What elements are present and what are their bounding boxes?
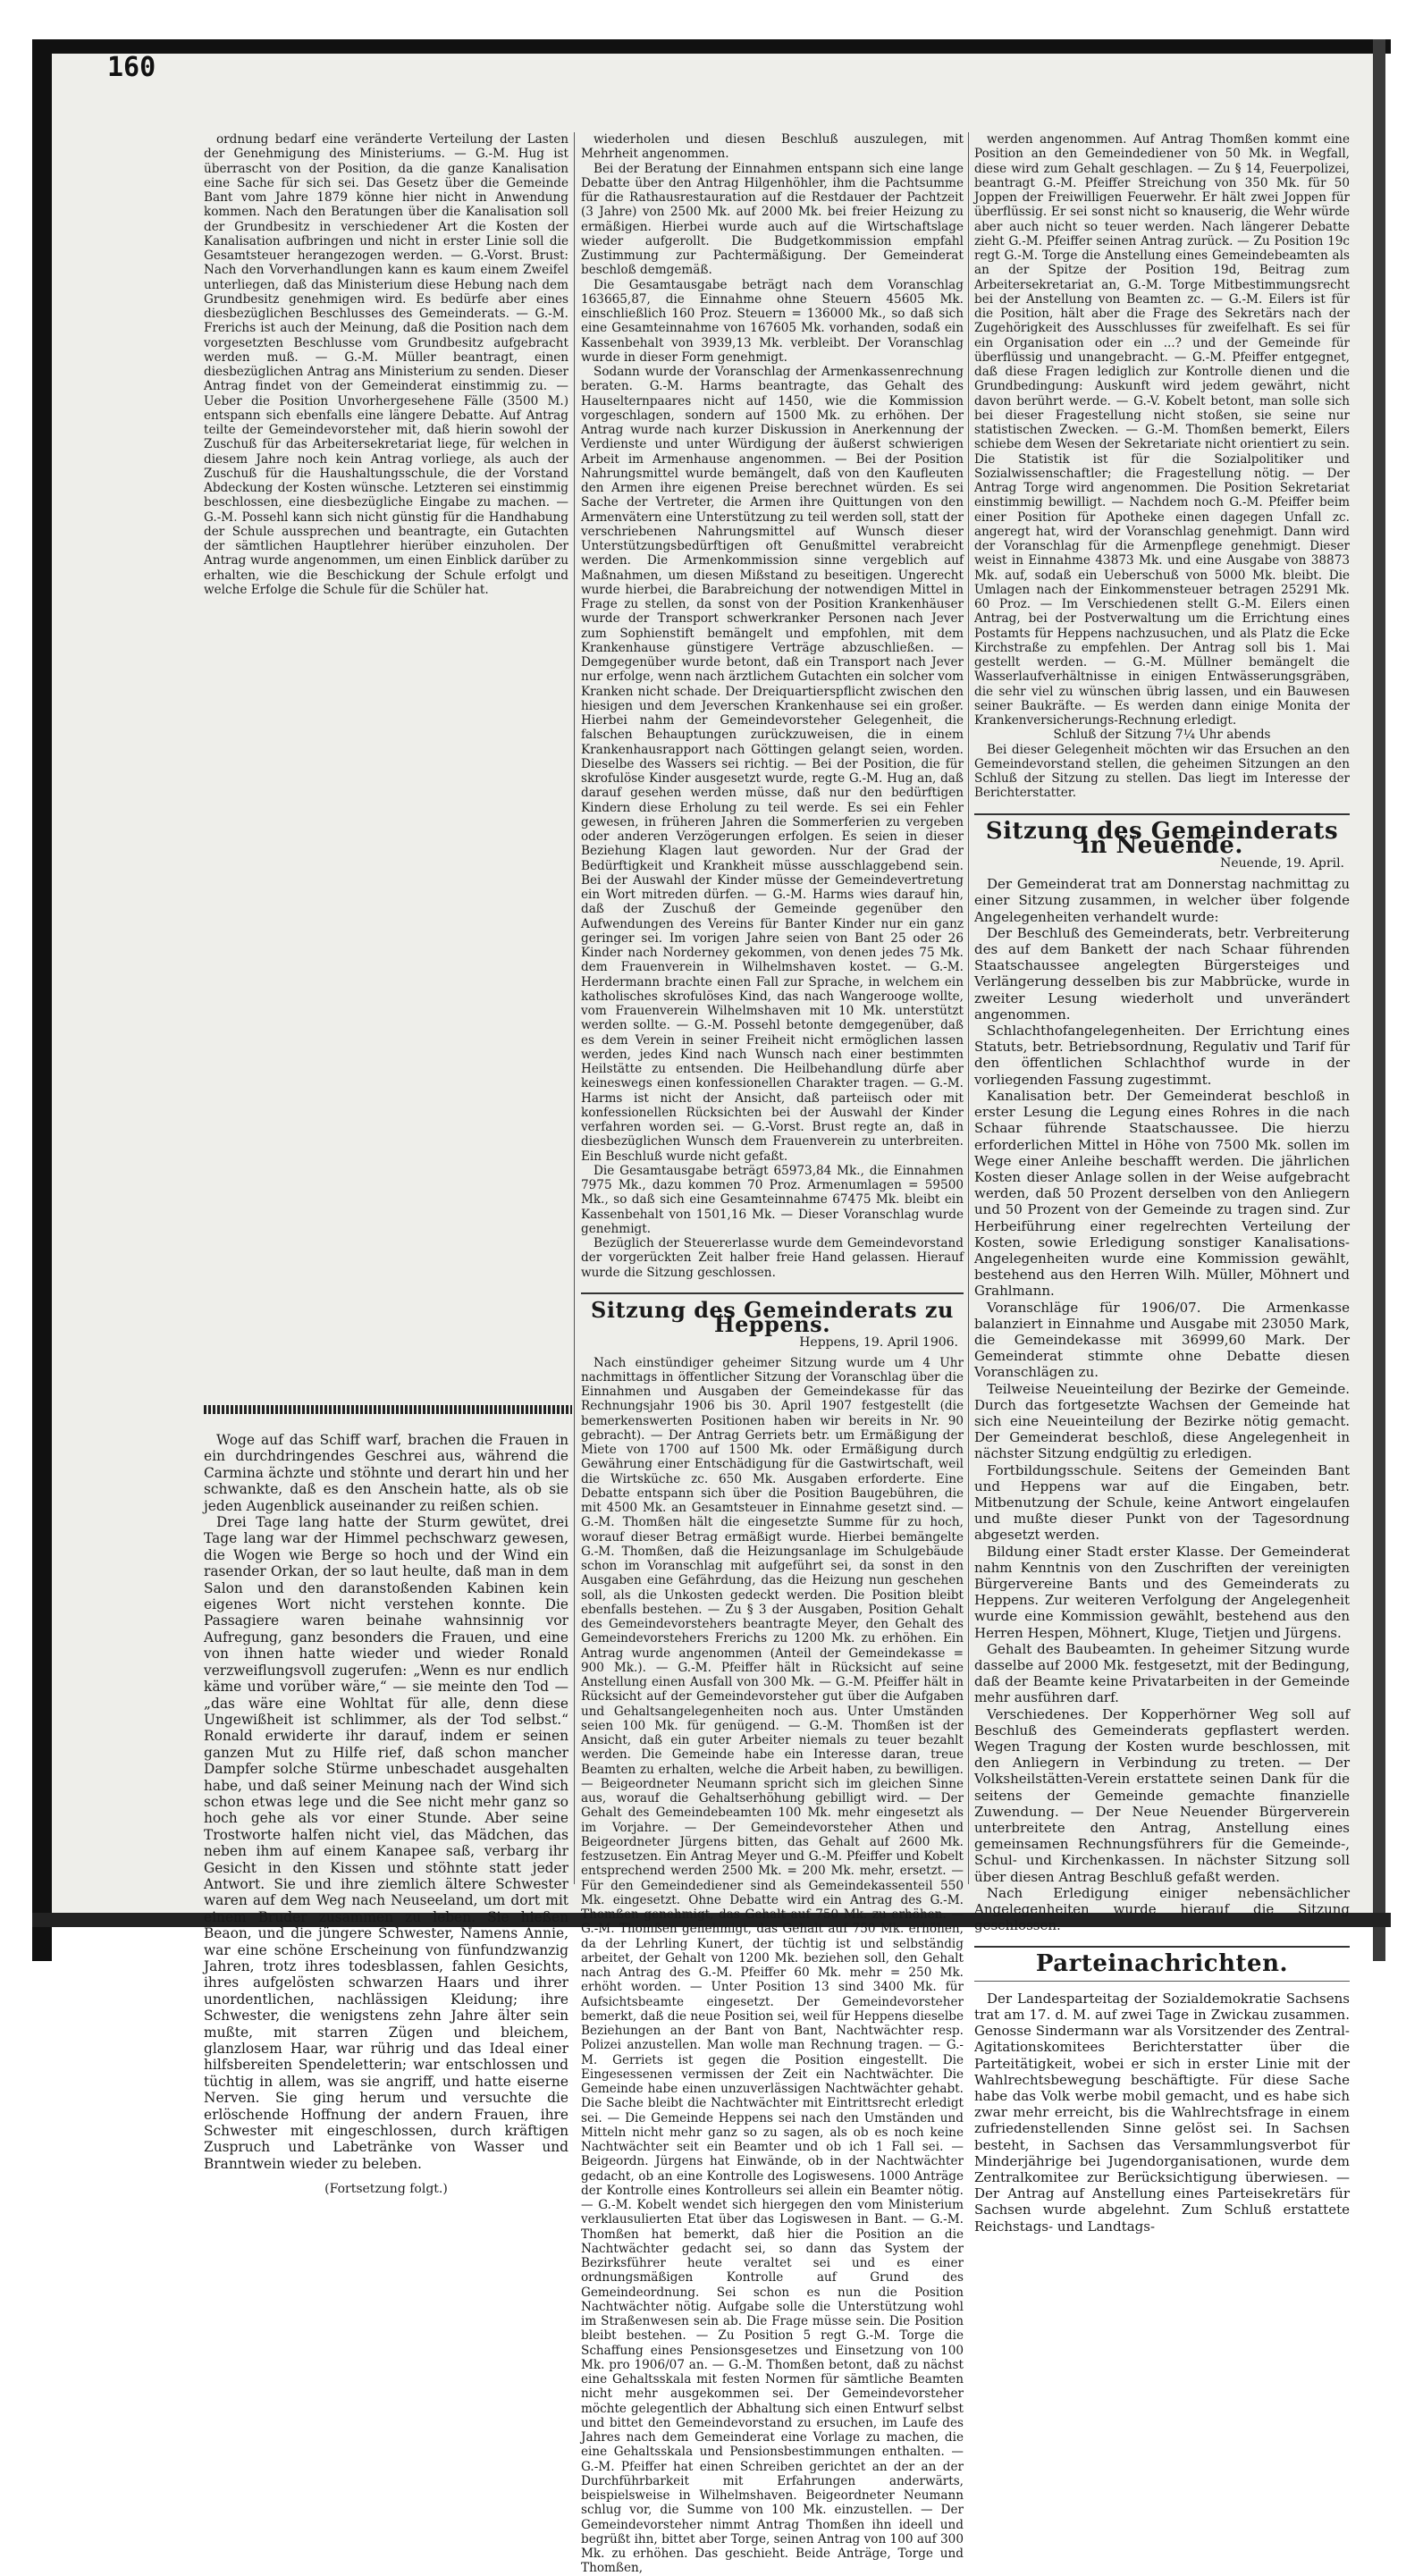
report-paragraph: ordnung bedarf eine veränderte Verteilung der Lasten der Genehmigung des Ministeriums. — G.-M. Hug ist überrascht von der Position, da die ganze Kanalisation eine Sache für sich sei. Das Gesetz über die Gemeinde Bant vom Jahre 1879 könne hier nicht in Anwendung kommen. Nach den Beratungen über die Kanalisation soll der Grundbesitz in verschiedener Art die Kosten der Kanalisation aufbringen und nicht in erster Linie soll die Gesamtsteuer herangezogen werden. — G.-Vorst. Brust: Nach den Vorverhandlungen kann es kaum einem Zweifel unterliegen, daß das Ministerium diese Hebung nach dem Grundbesitz genehmigen wird. Es bedürfe aber eines diesbezüglichen Beschlusses des Gemeinderats. — G.-M. Frerichs ist auch der Meinung, daß die Position nach dem vorgesetzten Beschlusse vom Grundbesitz aufgebracht werden muß. — G.-M. Müller beantragt, einen diesbezüglichen Antrag ans Ministerium zu senden. Dieser Antrag findet von der Gemeinderat einstimmig zu. — Ueber die Position Unvorhergesehene Fälle (3500 M.) entspann sich ebenfalls eine längere Debatte. Auf Antrag teilte der Gemeindevorsteher mit, daß hierin sowohl der Zuschuß für das Arbeitersekretariat liege, für welchen in diesem Jahre noch kein Antrag vorliege, als auch der Zuschuß für die Haushaltungsschule, die der Vorstand Abdeckung der Kosten wünsche. Letzteren sei einstimmig beschlossen, eine diesbezügliche Eingabe zu machen. — G.-M. Possehl kann sich nicht günstig für die Handhabung der Schule aussprechen und beantragte, ein Gutachten der sämtlichen Hauptlehrer hierüber einzuholen. Der Antrag wurde angenommen, um einen Einblick darüber zu erhalten, wie die Beschickung der Schule erfolgt und welche Erfolge die Schule für die Schüler hat. bbox=[204, 132, 568, 597]
report-paragraph: Fortbildungsschule. Seitens der Gemeinden Bant und Heppens war auf die Eingaben, betr. Mitbenutzung der Schule, keine Antwort eingelaufen und mußte dieser Punkt von der Tagesordnung abgesetzt werden. bbox=[974, 1461, 1350, 1544]
section-heading-neuende: Sitzung des Gemeinderats in Neuende. bbox=[985, 817, 1339, 859]
report-paragraph: Teilweise Neueinteilung der Bezirke der Gemeinde. Durch das fortgesetzte Wachsen der Gemeinde hat sich eine Neueinteilung der Bezirke nötig gemacht. Der Gemeinderat beschloß, diese Angelegenheit in nächster Sitzung endgültig zu erledigen. bbox=[974, 1380, 1350, 1462]
section-heading-heppens: Sitzung des Gemeinderats zu Heppens. bbox=[591, 1296, 954, 1337]
report-paragraph: Die Gesamtausgabe beträgt nach dem Voranschlag 163665,87, die Einnahme ohne Steuern 45605 Mk. einschließlich 160 Proz. Steuern = 136000 Mk., so daß sich eine Gesamteinnahme von 167605 Mk. vorhanden, sodaß ein Kassenbehalt von 3939,13 Mk. verbleibt. Der Voranschlag wurde in dieser Form genehmigt. bbox=[581, 277, 964, 365]
column-divider-2 bbox=[968, 132, 969, 1884]
report-paragraph: Der Gemeinderat trat am Donnerstag nachmittag zu einer Sitzung zusammen, in welcher über folgende Angelegenheiten verhandelt wurde: bbox=[974, 876, 1350, 925]
column-1-feuilleton bbox=[204, 1432, 568, 2197]
column-1-report bbox=[204, 132, 568, 1402]
section-heading-party-news: Parteinachrichten. bbox=[1035, 1950, 1289, 1978]
column-3 bbox=[974, 132, 1350, 2235]
report-paragraph: Bei dieser Gelegenheit möchten wir das Ersuchen an den Gemeindevorstand stellen, die geheimen Sitzungen an den Schluß der Sitzung zu stellen. Das liegt im Interesse der Berichterstatter. bbox=[974, 742, 1350, 801]
report-paragraph: Die Gesamtausgabe beträgt 65973,84 Mk., die Einnahmen 7975 Mk., dazu kommen 70 Proz. Armenumlagen = 59500 Mk., so daß sich eine Gesamteinnahme 67475 Mk. bleibt ein Kassenbehalt von 1501,16 Mk. — Dieser Voranschlag wurde genehmigt. bbox=[581, 1163, 964, 1236]
report-paragraph: Nach einstündiger geheimer Sitzung wurde um 4 Uhr nachmittags in öffentlicher Sitzung der Voranschlag über die Einnahmen und Ausgaben der Gemeindekasse für das Rechnungsjahr 1906 bis 30. April 1907 festgestellt (die bemerkenswerten Positionen haben wir bereits in Nr. 90 gebracht). — Der Antrag Gerriets betr. um Ermäßigung der Miete von 1700 auf 1500 Mk. oder Ermäßigung durch Gewährung einer Entschädigung für die Gastwirtschaft, weil die Wirtsküche zc. 650 Mk. Ausgaben erforderte. Eine Debatte entspann sich über die Position Baugebühren, die mit 4500 Mk. an Gesamtsteuer in Einnahme gesetzt sind. — G.-M. Thomßen hält die eingesetzte Summe für zu hoch, worauf dieser Betrag ermäßigt wurde. Hierbei bemängelte G.-M. Thomßen, daß die Heizungsanlage im Schulgebäude schon im Voranschlag mit aufgeführt sei, da sonst in den Ausgaben eine Gefährdung, das die Heizung nun geschehen soll, als die Unkosten gedeckt werden. Die Position bleibt ebenfalls bestehen. — Zu § 3 der Ausgaben, Position Gehalt des Gemeindevorstehers beantragte Meyer, den Gehalt des Gemeindevorstehers Frerichs zu 1200 Mk. zu erhöhen. Ein Antrag wurde angenommen (Anteil der Gemeindekasse = 900 Mk.). — G.-M. Pfeiffer hält in Rücksicht auf seine Anstellung einen Ausfall von 300 Mk. — G.-M. Pfeiffer hält in Rücksicht auf der Gemeindevorsteher gut über die Aufgaben und Gehaltsangelegenheiten noch aus. Unter Umständen seien 100 Mk. für genügend. — G.-M. Thomßen ist der Ansicht, daß ein guter Arbeiter niemals zu teuer bezahlt werden. Die Gemeinde habe ein Interesse daran, treue Beamten zu erhalten, welche die Arbeit haben, zu bewilligen. — Beigeordneter Neumann spricht sich im gleichen Sinne aus, worauf die Gehaltserhöhung gebilligt wird. — Der Gehalt des Gemeindebeamten 100 Mk. mehr eingesetzt als im Vorjahre. — Der Gemeindevorsteher Athen und Beigeordneter Jürgens bitten, das Gehalt auf 2600 Mk. festzusetzen. Ein Antrag Meyer und G.-M. Pfeiffer und Kobelt entsprechend werden 2500 Mk. = 200 Mk. mehr, ersetzt. — Für den Gemeindediener sind als Gemeindekassenteil 550 Mk. eingesetzt. Ohne Debatte wird ein Antrag des G.-M. Thomßen genehmigt, das Gehalt auf 750 Mk. zu erhöhen. — G.-M. Thomßen genehmigt, das Gehalt auf 750 Mk. erhöhen, da der Lehrling Kunert, der tüchtig ist und selbständig arbeitet, der Gehalt von 1200 Mk. beziehen soll, den Gehalt nach Antrag des G.-M. Pfeiffer 60 Mk. mehr = 250 Mk. erhöht worden. — Unter Position 13 sind 3400 Mk. für Aufsichtsbeamte eingesetzt. Der Gemeindevorsteher bemerkt, daß die neue Position sei, weil für Heppens dieselbe Beziehungen an der Bant von Bant, Nachtwächter resp. Polizei anzustellen. Man wolle man Rechnung tragen. — G.-M. Gerriets ist gegen die Position eingestellt. Die Eingesessenen vermissen der Zeit ein Nachtwächter. Die Gemeinde habe einen unzuverlässigen Nachtwächter gehabt. Die Sache bleibt die Nachtwächter mit Eintrittsrecht erledigt sei. — Die Gemeinde Heppens sei nach den Umständen und Mitteln nicht mehr ganz so zu sagen, als ob es noch keine Nachtwächter seit ein Beamter und ob ich 1 Fall sei. — Beigeordn. Jürgens hat Einwände, ob in der Nachtwächter gedacht, ob an eine Kontrolle des Logiswesens. 1000 Anträge der Kontrolle eines Kontrolleurs sei allein ein Beamter nötig. — G.-M. Kobelt wendet sich hiergegen den vom Ministerium verklausulierten Etat über das Logiswesen in Bant. — G.-M. Thomßen hat bemerkt, daß hier die Position an die Nachtwächter gedacht sei, so dann das System der Bezirksführer heute veraltet sei und es einer ordnungsmäßigen Kontrolle auf Grund des Gemeindeordnung. Sei schon es nun die Position Nachtwächter nötig. Aufgabe solle die Unterstützung wohl im Straßenwesen sein ab. Die Frage müsse sein. Die Position bleibt bestehen. — Zu Position 5 regt G.-M. Torge die Schaffung eines Pensionsgesetzes und Einsetzung von 100 Mk. pro 1906/07 an. — G.-M. Thomßen betont, daß zu nächst eine Gehaltsskala mit festen Normen für sämtliche Beamten nicht mehr ausgekommen sei. Der Gemeindevorsteher möchte gelegentlich der Abhaltung sich einen Entwurf selbst und bittet den Gemeindevorstand zu ersuchen, im Laufe des Jahres nach dem Gemeinderat eine Vorlage zu machen, die eine Gehaltsskala und Pensionsbestimmungen enthalten. — G.-M. Pfeiffer hat einen Schreiben gerichtet an der an der Durchführbarkeit mit Erfahrungen anderwärts, beispielsweise in Wilhelmshaven. Beigeordneter Neumann schlug vor, die Summe von 100 Mk. einzustellen. — Der Gemeindevorsteher nimmt Antrag Thomßen ihn ideell und begrüßt ihn, bittet aber Torge, seinen Antrag von 100 auf 300 Mk. zu erhöhen. Das geschieht. Beide Anträge, Torge und Thomßen, bbox=[581, 1355, 964, 2576]
column-divider-1 bbox=[574, 132, 575, 1884]
section-separator bbox=[581, 1292, 964, 1294]
neuende-report bbox=[974, 876, 1350, 2235]
report-paragraph: Nach Erledigung einiger nebensächlicher Angelegenheiten wurde hierauf die Sitzung geschlossen. bbox=[974, 1884, 1350, 1934]
dateline-heppens: Heppens, 19. April 1906. bbox=[799, 1335, 958, 1351]
report-paragraph: Der Landesparteitag der Sozialdemokratie Sachsens trat am 17. d. M. auf zwei Tage in Zwickau zusammen. Genosse Sindermann war als Vorsitzender des Zentral-Agitationskomitees Berichterstatter über die Parteitätigkeit, wobei er sich in erster Linie mit der Wahlrechtsbewegung beschäftigte. Für diese Sache habe das Volk werbe mobil gemacht, und es habe sich zwar mehr erreicht, bis die Wahlrechtsfrage in einem zufriedenstellenden Sinne gelöst sei. In Sachsen besteht, in Sachsen das Versammlungsverbot für Minderjährige bei Jugendorganisationen, wurde dem Zentralkomitee zur Berücksichtigung überwiesen. — Der Antrag auf Anstellung eines Parteisekretärs für Sachsen wurde abgelehnt. Zum Schluß erstattete Reichstags- und Landtags- bbox=[974, 1990, 1350, 2235]
report-paragraph: Voranschläge für 1906/07. Die Armenkasse balanziert in Einnahme und Ausgabe mit 23050 Mark, die Gemeindekasse mit 36999,60 Mark. Der Gemeinderat stimmte ohne Debatte diesen Voranschlägen zu. bbox=[974, 1299, 1350, 1381]
report-paragraph: Schluß der Sitzung 7¼ Uhr abends bbox=[1053, 728, 1271, 743]
continuation-note: (Fortsetzung folgt.) bbox=[324, 2182, 448, 2197]
report-paragraph: wiederholen und diesen Beschluß auszulegen, mit Mehrheit angenommen. bbox=[581, 132, 964, 162]
story-paragraph: Drei Tage lang hatte der Sturm gewütet, drei Tage lang war der Himmel pechschwarz gewesen, die Wogen wie Berge so hoch und der Wind ein rasender Orkan, der so laut heulte, daß man in dem Salon und den daranstoßenden Kabinen kein eigenes Wort nicht verstehen konnte. Die Passagiere waren beinahe wahnsinnig vor Aufregung, ganz besonders die Frauen, und eine von ihnen hatte wieder und wieder Ronald verzweiflungsvoll zugerufen: „Wenn es nur endlich käme und vorüber wäre,“ — sie meinte den Tod — „das wäre eine Wohltat für alle, denn diese Ungewißheit ist schlimmer, als der Tod selbst.“ Ronald erwiderte ihr darauf, indem er seinen ganzen Mut zu Hilfe rief, daß schon mancher Dampfer solche Stürme unbeschadet ausgehalten habe, und daß seiner Meinung nach der Wind sich schon etwas lege und die See nicht mehr ganz so hoch gehe als vor einer Stunde. Aber seine Trostworte halfen nicht viel, das Mädchen, das neben ihm auf einem Kanapee saß, verbarg ihr Gesicht in den Kissen und stöhnte statt jeder Antwort. Sie und ihre ziemlich ältere Schwester waren auf dem Weg nach Neuseeland, um dort mit einem Bruder zusammen zu leben. Sie hießen Beaon, und die jüngere Schwester, Namens Annie, war eine schöne Erscheinung von fünfundzwanzig Jahren, trotz ihres todesblassen, fahlen Gesichts, ihres aufgelösten schwarzen Haars und ihrer unordentlichen, nachlässigen Kleidung; ihre Schwester, die wenigstens zehn Jahre älter sein mußte, mit starren Zügen und bleichem, glanzlosem Haar, war rührig und das Ideal einer hilfsbereiten Spendeletterin; war entschlossen und tüchtig in allem, was sie angriff, und hatte eiserne Nerven. Sie ging herum und versuchte die erlöschende Hoffnung der andern Frauen, ihre Schwester mit eingeschlossen, durch kräftigen Zuspruch und Labetränke von Wasser und Branntwein wieder zu beleben. bbox=[204, 1514, 568, 2172]
feuilleton-divider bbox=[204, 1405, 572, 1414]
story-paragraph: Woge auf das Schiff warf, brachen die Frauen in ein durchdringendes Geschrei aus, während die Carmina ächzte und stöhnte und derart hin und her schwankte, daß es den Anschein hatte, als ob sie jeden Augenblick auseinander zu reißen schien. bbox=[204, 1432, 568, 1514]
report-paragraph: Kanalisation betr. Der Gemeinderat beschloß in erster Lesung die Legung eines Rohres in die nach Schaar führende Staatschaussee. Die hierzu erforderlichen Mittel in Höhe von 7500 Mk. sollen im Wege einer Anleihe beschafft werden. Die jährlichen Kosten dieser Anlage sollen in der Weise aufgebracht werden, daß 50 Prozent derselben von den Anliegern und 50 Prozent von der Gemeinde zu tragen sind. Zur Herbeiführung einer regelrechten Verteilung der Kosten, sowie Erledigung sonstiger Kanalisations-Angelegenheiten wurde eine Kommission gewählt, bestehend aus den Herren Wilh. Müller, Möhnert und Grahlmann. bbox=[974, 1087, 1350, 1300]
dateline-neuende: Neuende, 19. April. bbox=[1220, 856, 1344, 871]
scan-border-top bbox=[32, 39, 1391, 54]
report-paragraph: werden angenommen. Auf Antrag Thomßen kommt eine Position an den Gemeindediener von 50 Mk. in Wegfall, diese wird zum Gehalt geschlagen. — Zu § 14, Feuerpolizei, beantragt G.-M. Pfeiffer Streichung von 350 Mk. für 50 Joppen der Freiwilligen Feuerwehr. Er hält zwei Joppen für überflüssig. Er sei sonst nicht so knauserig, die Wehr würde aber auch nicht so teuer werden. Nach längerer Debatte zieht G.-M. Pfeiffer seinen Antrag zurück. — Zu Position 19c regt G.-M. Torge die Anstellung eines Gemeindebeamten als an der Spitze der Position 19d, Beitrag zum Arbeitersekretariat an, G.-M. Torge Mitbestimmungsrecht bei der Anstellung von Beamten zc. — G.-M. Eilers ist für die Position, hält aber die Frage des Sekretärs nach der Zugehörigkeit des Ausschlusses für zweifelhaft. Es sei für ein Organisation oder ein ...? und der Gemeinde für überflüssig und unangebracht. — G.-M. Pfeiffer entgegnet, daß diese Fragen lediglich zur Kontrolle dienen und die Grundbedingung: Auskunft wird jedem gewährt, nicht davon berührt werde. — G.-V. Kobelt betont, man solle sich bei dieser Fragestellung nicht stoßen, sie seine nur statistischen Zwecken. — G.-M. Thomßen bemerkt, Eilers schiebe dem Wesen der Sekretariate nicht orientiert zu sein. Die Statistik ist für die Sozialpolitiker und Sozialwissenschaftler; die Fragestellung nötig. — Der Antrag Torge wird angenommen. Die Position Sekretariat einstimmig bewilligt. — Nachdem noch G.-M. Pfeiffer beim einer Position für Apotheke einen dagegen Unfall zc. angeregt hat, wird der Voranschlag genehmigt. Dann wird der Voranschlag für die Armenpflege genehmigt. Dieser weist in Einnahme 43873 Mk. und eine Ausgabe von 38873 Mk. auf, sodaß ein Ueberschuß von 5000 Mk. bleibt. Die Umlagen nach der Einkommensteuer betragen 25291 Mk. 60 Proz. — Im Verschiedenen stellt G.-M. Eilers einen Antrag, bei der Postverwaltung um die Errichtung eines Postamts für Heppens nachzusuchen, und als Platz die Ecke Kirchstraße zu empfehlen. Der Antrag soll bis 1. Mai gestellt werden. — G.-M. Müllner bemängelt die Wasserlaufverhältnisse in einigen Entwässerungsgräben, die sehr viel zu wünschen übrig lassen, und ein Bauwesen seiner Baukräfte. — Es werden dann einige Monita der Krankenversicherungs-Rechnung erledigt. bbox=[974, 132, 1350, 728]
report-paragraph: Verschiedenes. Der Kopperhörner Weg soll auf Beschluß des Gemeinderats gepflastert werden. Wegen Tragung der Kosten wurde beschlossen, mit den Anliegern in Verbindung zu treten. — Der Volksheilstätten-Verein erstattete seinen Dank für die seitens der Gemeinde gemachte finanzielle Zuwendung. — Der Neue Neuender Bürgerverein unterbreitete den Antrag, Anstellung eines gemeinsamen Rechnungsführers für die Gemeinde-, Schul- und Kirchenkassen. In nächster Sitzung soll über diesen Antrag Beschluß gefaßt werden. bbox=[974, 1705, 1350, 1885]
section-separator bbox=[974, 1946, 1350, 1948]
heading-underline bbox=[974, 1981, 1350, 1982]
report-paragraph: Schlachthofangelegenheiten. Der Errichtung eines Statuts, betr. Betriebsordnung, Regulativ und Tarif für den öffentlichen Schlachthof wurde in der vorliegenden Fassung zugestimmt. bbox=[974, 1023, 1350, 1088]
report-paragraph: Sodann wurde der Voranschlag der Armenkassenrechnung beraten. G.-M. Harms beantragte, das Gehalt des Hauselternpaares nicht auf 1450, wie die Kommission vorgeschlagen, sondern auf 1500 Mk. zu erhöhen. Der Antrag wurde nach kurzer Diskussion in Anerkennung der Verdienste und unter Würdigung der äußerst schwierigen Arbeit im Armenhause angenommen. — Bei der Position Nahrungsmittel wurde bemängelt, daß von den Kaufleuten den Armen ihre eigenen Preise berechnet würden. Es sei Sache der Vertreter, die Armen ihre Quittungen von den Armenvätern eine Unterstützung zu teil werden soll, statt der verschriebenen Nahrungsmittel auf Wunsch dieser Unterstützungsbedürftigen oft Genußmittel verabreicht werden. Die Armenkommission sinne vergeblich auf Maßnahmen, um diesen Mißstand zu beseitigen. Ungerecht wurde hierbei, die Barabreichung der notwendigen Mittel in Frage zu stellen, da sonst von der Position Krankenhäuser wurde der Transport schwerkranker Personen nach Jever zum Sophienstift bemängelt und empfohlen, mit dem Krankenhause günstigere Verträge abzuschließen. — Demgegenüber wurde betont, daß ein Transport nach Jever nur erfolge, wenn nach ärztlichem Gutachten ein solcher vom Kranken nicht schade. Der Dreiquartierspflicht zwischen den hiesigen und dem Jeverschen Krankenhause sei ein großer. Hierbei nahm der Gemeindevorsteher Gelegenheit, die falschen Behauptungen zurückzuweisen, die in einem Krankenhausrapport nach Göttingen gelangt seien, worden. Dieselbe des Wassers sei richtig. — Bei der Position, die für skrofulöse Kinder ausgesetzt wurde, regte G.-M. Hug an, daß darauf gesehen werden müsse, daß nur den bedürftigen Kindern diese Erholung zu teil werde. Es sei ein Fehler gewesen, in früheren Jahren die Sommerferien zu vergeben oder anderen Verzögerungen erfolgen. Es seien in dieser Beziehung Klagen laut geworden. Nur der Grad der Bedürftigkeit und Krankheit müsse ausschlaggebend sein. Bei der Auswahl der Kinder müsse der Gemeindevertretung ein Wort mitreden dürfen. — G.-M. Harms wies darauf hin, daß der Zuschuß der Gemeinde gegenüber den Aufwendungen des Vereins für Banter Kinder nur ein ganz geringer sei. Im vorigen Jahre seien von Bant 25 oder 26 Kinder nach Norderney gekommen, von denen jedes 75 Mk. dem Frauenverein in Wilhelmshaven kostet. — G.-M. Herdermann brachte einen Fall zur Sprache, in welchem ein katholisches skrofulöses Kind, das nach Wangerooge wollte, vom Frauenverein Wilhelmshaven mit 10 Mk. unterstützt werden sollte. — G.-M. Possehl betonte demgegenüber, daß es dem Verein in seiner Freiheit nicht ermöglichen lassen werden, jedes Kind nach Wunsch nach einer bestimmten Heilstätte zu entsenden. Die Heilbehandlung dürfe aber keineswegs einen konfessionellen Charakter tragen. — G.-M. Harms ist nicht der Ansicht, daß parteiisch oder mit konfessionellen Rücksichten bei der Auswahl der Kinder verfahren worden sei. — G.-Vorst. Brust regte an, daß in diesbezüglichen Wunsch dem Frauenverein zu unterbreiten. Ein Beschluß wurde nicht gefaßt. bbox=[581, 365, 964, 1164]
scan-border-left bbox=[32, 39, 52, 1961]
column-2 bbox=[581, 132, 964, 2576]
page-number: 160 bbox=[107, 52, 156, 83]
scan-border-right bbox=[1373, 39, 1385, 1961]
report-paragraph: Bei der Beratung der Einnahmen entspann sich eine lange Debatte über den Antrag Hilgenhöhler, ihm die Pachtsumme für die Rathausrestauration auf die Restdauer der Pachtzeit (3 Jahre) von 2500 Mk. auf 2000 Mk. bei freier Heizung zu ermäßigen. Hierbei wurde auch auf die Wirtschaftslage wieder aufgerollt. Die Budgetkommission empfahl Zustimmung zur Pachtermäßigung. Der Gemeinderat beschloß demgemäß. bbox=[581, 161, 964, 278]
report-paragraph: Der Beschluß des Gemeinderats, betr. Verbreiterung des auf dem Bankett der nach Schaar führenden Staatschaussee angelegten Bürgersteiges und Verlängerung desselben bis zur Mabbrücke, wurde in zweiter Lesung wiederholt und unverändert angenommen. bbox=[974, 924, 1350, 1023]
report-paragraph: Bildung einer Stadt erster Klasse. Der Gemeinderat nahm Kenntnis von den Zuschriften der vereinigten Bürgervereine Bants und des Gemeinderats zu Heppens. Zur weiteren Verfolgung der Angelegenheit wurde eine Kommission gewählt, bestehend aus den Herren Hespen, Möhnert, Kluge, Tietjen und Jürgens. bbox=[974, 1543, 1350, 1641]
section-separator bbox=[974, 813, 1350, 815]
report-paragraph: Gehalt des Baubeamten. In geheimer Sitzung wurde dasselbe auf 2000 Mk. festgesetzt, mit der Bedingung, daß der Beamte keine Privatarbeiten in der Gemeinde mehr ausführen darf. bbox=[974, 1640, 1350, 1706]
report-paragraph: Bezüglich der Steuererlasse wurde dem Gemeindevorstand der vorgerückten Zeit halber freie Hand gelassen. Hierauf wurde die Sitzung geschlossen. bbox=[581, 1236, 964, 1280]
